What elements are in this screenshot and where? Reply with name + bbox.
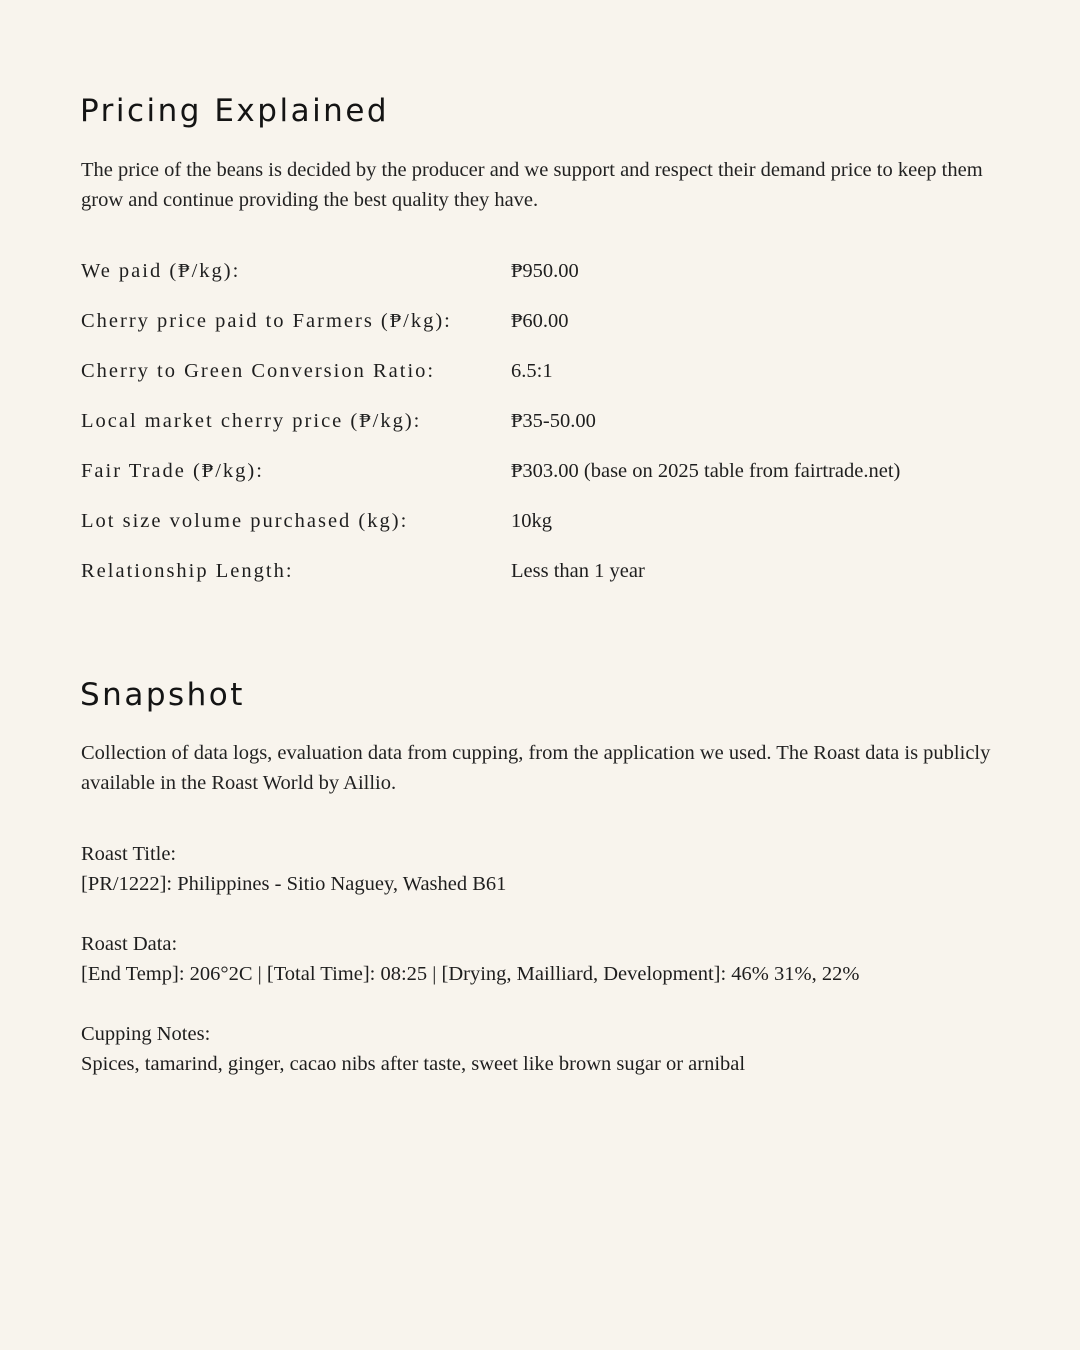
pricing-heading: Pricing Explained (80, 93, 390, 129)
snapshot-heading: Snapshot (80, 677, 245, 713)
cupping-notes-block (81, 1019, 1011, 1079)
roast-data-block (81, 929, 1011, 989)
pricing-row-local-market (81, 406, 1011, 456)
roast-title-label: Roast Title: (81, 843, 177, 865)
row-value: ₱303.00 (base on 2025 table from fairtrade.net) (511, 460, 901, 482)
pricing-row-conversion-ratio (81, 356, 1011, 406)
row-value: Less than 1 year (511, 560, 645, 582)
row-label: Cherry to Green Conversion Ratio: (81, 360, 436, 382)
roast-data-label: Roast Data: (81, 933, 178, 955)
row-label: Local market cherry price (₱/kg): (81, 410, 422, 432)
cupping-notes-value: Spices, tamarind, ginger, cacao nibs after taste, sweet like brown sugar or arnibal (81, 1053, 746, 1075)
roast-title-value: [PR/1222]: Philippines - Sitio Naguey, Washed B61 (81, 873, 507, 895)
row-value: 6.5:1 (511, 360, 553, 382)
row-label: Relationship Length: (81, 560, 294, 582)
row-value: ₱60.00 (511, 310, 569, 332)
pricing-row-cherry-price (81, 306, 1011, 356)
cupping-notes-label: Cupping Notes: (81, 1023, 211, 1045)
pricing-table (81, 256, 1011, 606)
roast-data-value: [End Temp]: 206°2C | [Total Time]: 08:25 | [Drying, Mailliard, Development]: 46% 31%, 22% (81, 963, 860, 985)
row-value: ₱950.00 (511, 260, 579, 282)
pricing-intro: The price of the beans is decided by the producer and we support and respect their demand price to keep them grow and continue providing the best quality they have. (81, 159, 983, 211)
pricing-row-fair-trade (81, 456, 1011, 506)
row-label: Cherry price paid to Farmers (₱/kg): (81, 310, 452, 332)
pricing-row-lot-size (81, 506, 1011, 556)
snapshot-intro: Collection of data logs, evaluation data from cupping, from the application we used. The Roast data is publicly available in the Roast World by Aillio. (81, 742, 991, 794)
roast-title-block (81, 839, 1011, 899)
row-label: Lot size volume purchased (kg): (81, 510, 409, 532)
pricing-row-we-paid (81, 256, 1011, 306)
pricing-row-relationship (81, 556, 1011, 606)
row-label: Fair Trade (₱/kg): (81, 460, 264, 482)
row-label: We paid (₱/kg): (81, 260, 241, 282)
row-value: 10kg (511, 510, 552, 532)
row-value: ₱35-50.00 (511, 410, 596, 432)
